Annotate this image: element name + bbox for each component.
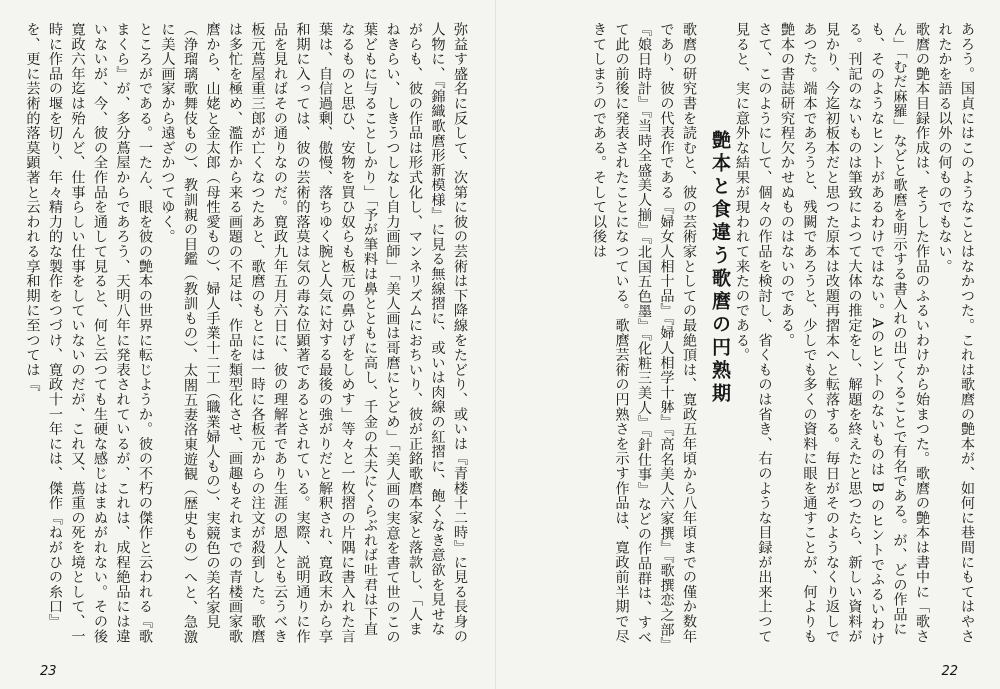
left-page — [0, 0, 496, 689]
right-page — [500, 0, 1000, 689]
right-page-intro-text: あろう。国貞にはこのようなことはなかつた。これは歌麿の艶本が、如何に巷間にもてはやされたかを語る以外の何ものでもない。 歌麿の艶本目録作成は、そうした作品のふるいわけから始まつた。歌麿の艶本は書中に「歌さん」「むだ麻羅」などと歌麿を明示する書入れの出てくることで有名である。が、どの作品にも、そのようなヒントがあるわけではない。Aのヒントのないものは B のヒントでふるいわける。刊記のないものは筆致によつて大体の推定をし、解題を終えたと思つたら、新しい資料が見かり、今迄初板本だと思つた原本は改題再摺本へと転落する。毎日がそのようなくり返しであつた。端本であろうと、残闕であろうと、少しでも多くの資料に眼を通すことが、何よりも艶本の書誌研究程欠かせぬものはないのである。 さて、このようにして、個々の作品を検討し、省くものは省き、右のような目録が出来上つて見ると、実に意外な結果が現われて来たのである。 — [734, 22, 975, 647]
right-page-section-text: 歌麿の研究書を読むと、彼の芸術家としての最絶頂は、寛政五年頃から八年頃までの僅か数年であり、彼の代表作である『婦女人相十品』『婦人相学十躰』『高名美人六家撰』『歌撰恋之部』『娘日時計』『当時全盛美人揃』『北国五色墨』『化粧三美人』『針仕事』などの作品群は、すべて此の前後に発表されたことになつている。歌麿芸術の円熟さを示す作品は、寛政前半期で尽きてしまうのである。そして以後は — [591, 22, 697, 645]
right-page-number: 22 — [941, 664, 958, 679]
left-page-body-text: 弥益す盛名に反して、次第に彼の芸術は下降線をたどり、或いは『青楼十二時』に見る長身の人物に、『錦織歌麿形新模様』に見る無線摺に、或いは肉線の紅摺に、飽くなき意欲を見せながらも、彼の作品は形式化し、マンネリズムにおちいり、彼が正銘歌麿本家と落款し、「人まねきらい、しきうつしなし自力画師」「美人画は哥麿にとどめ」「美人画の実意を書て世のこの葉どもに与ることしかり」「予が筆料は鼻とともに高し、千金の太夫にくらぶれば吐君は下直なるものと思ひ、安物を買ひ奴らも板元の鼻ひげをしめす」等々と一枚摺の片隅に書入れた言葉は、自信過剰、傲慢、落ちゆく腕と人気に対する最後の強がりだと解釈され、寛政末から享和期に入っては、彼の芸術的落莫は気の毒な位顕著であるとされている。実際、説明通りに作品を見ればその通りなのだ。寛政九年五月六日に、彼の理解者であり生涯の恩人とも云うべき板元蔦屋重三郎が亡くなつたあと、歌麿のもとには一時に各板元からの注文が殺到した。歌麿は多忙を極め、濫作から来る画題の不足は、作品を類型化させ、画趣もそれまでの青楼画家歌麿から、山姥と金太郎（母性愛もの）、婦人手業十二工（職業婦人もの）、実競色の美名家見（浄瑠璃歌舞伎もの）、教訓親の目鑑（教訓もの）、太閤五妻洛東遊観（歴史もの）へと、急激に美人画家から遠ざかつてゆく。 ところがである。一たん、眼を彼の艶本の世界に転じようか。彼の不朽の傑作と云われる『歌まくら』が、多分蔦屋からであろう、天明八年に発表されているが、これは、成程絶品には違いないが、今、彼の全作品を通して見ると、何と云つても生硬な感じはまぬがれない。その後寛政六年迄は殆んど、仕事らしい仕事をしていないのだが、これ又、蔦重の死を境として、一時に作品の堰を切り、年々精力的な製作をつづけ、寛政十一年には、傑作『ねがひの糸口』を、更に芸術的落莫顕著と云われる享和期に至つては『 — [24, 22, 468, 645]
section-heading: 艶本と食違う歌麿の円熟期 — [709, 130, 731, 406]
left-page-number: 23 — [40, 664, 57, 679]
